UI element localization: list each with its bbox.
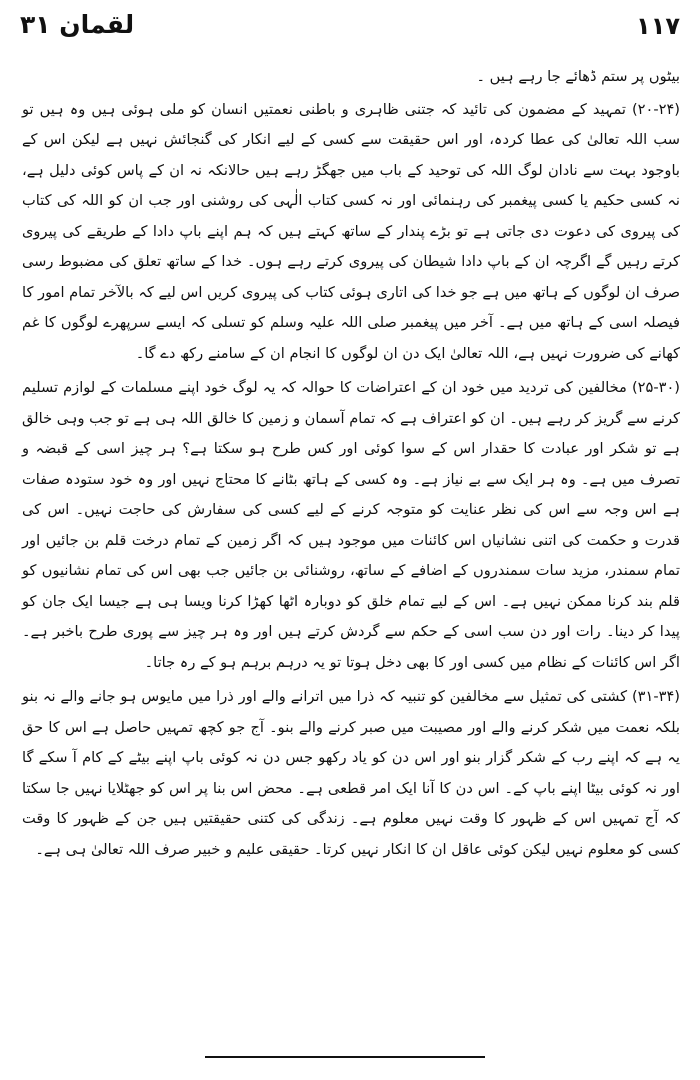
commentary-text <box>22 62 680 869</box>
paragraph-verses-31-34: (۳۱-۳۴) کشتی کی تمثیل سے مخالفین کو تنبیہ کہ ذرا میں اترانے والے اور ذرا میں مایوس ہو جانے والے نہ بنو بلکہ نعمت میں شکر کرنے والے اور مصیبت میں صبر کرنے والے بنو۔ آج جو کچھ تمہیں حاصل ہے اس کا حق یہ ہے کہ اپنے رب کے شکر گزار بنو اور اس دن کو یاد رکھو جس دن نہ کوئی باپ اپنے بیٹے کے کام آ سکے گا اور نہ کوئی بیٹا اپنے باپ کے۔ اس دن کا آنا ایک امر قطعی ہے۔ محض اس بنا پر اس کو جھٹلایا نہیں جا سکتا کہ آج تمہیں اس کے ظہور کا وقت نہیں معلوم ہے۔ زندگی کی کتنی حقیقتیں ہیں جن کے ظہور کا وقت کسی کو معلوم نہیں لیکن کوئی عاقل ان کا انکار نہیں کرتا۔ حقیقی علیم و خبیر صرف اللہ تعالیٰ ہی ہے۔ <box>22 688 680 858</box>
continuation-line: بیٹوں پر ستم ڈھائے جا رہے ہیں ۔ <box>476 68 680 85</box>
page-number: ۱۱۷ <box>636 12 680 40</box>
paragraph-verses-20-24: (۲۰-۲۴) تمہید کے مضمون کی تائید کہ جتنی ظاہری و باطنی نعمتیں انسان کو ملی ہوئی ہیں وہ ہیں تو سب اللہ تعالیٰ کی عطا کردہ، اور اس حقیقت سے کسی کے لیے انکار کی گنجائش نہیں ہے لیکن اس کے باوجود بہت سے نادان لوگ اللہ کی توحید کے باب میں جھگڑ رہے ہیں حالانکہ نہ ان کے پاس کوئی دلیل ہے، نہ کسی حکیم یا کسی پیغمبر کی رہنمائی اور نہ کسی کتاب الٰہی کی روشنی اور جب ان کو اللہ کی کتاب کی پیروی کی دعوت دی جاتی ہے تو بڑے پندار کے ساتھ کہتے ہیں کہ ہم اپنے باپ دادا کے طریقے کی پیروی کرتے رہیں گے اگرچہ ان کے باپ دادا شیطان کی پیروی کرتے رہے ہوں۔ خدا کے ساتھ تعلق کی مضبوط رسی صرف ان لوگوں کے ہاتھ میں ہے جو خدا کی اتاری ہوئی کتاب کی پیروی کریں اس لیے کہ بالآخر تمام امور کا فیصلہ اسی کے ہاتھ میں ہے۔ آخر میں پیغمبر صلی اللہ علیہ وسلم کو تسلی کہ ایسے سرپھرے لوگوں کا غم کھانے کی ضرورت نہیں ہے، اللہ تعالیٰ ایک دن ان لوگوں کا انجام ان کے سامنے رکھ دے گا۔ <box>22 100 680 362</box>
paragraph-verses-25-30: (۲۵-۳۰) مخالفین کی تردید میں خود ان کے اعتراضات کا حوالہ کہ یہ لوگ خود اپنے مسلمات کے لوازم تسلیم کرنے سے گریز کر رہے ہیں۔ ان کو اعتراف ہے کہ تمام آسمان و زمین کا خالق اللہ ہی ہے تو جب وہی خالق ہے تو شکر اور عبادت کا حقدار اس کے سوا کوئی اور کس طرح ہو سکتا ہے؟ ہر چیز اسی کے قبضہ و تصرف میں ہے۔ وہ ہر ایک سے بے نیاز ہے۔ وہ کسی کے ہاتھ بٹانے کا محتاج نہیں اور وہ خود ستودہ صفات ہے اس وجہ سے اس کی نظر عنایت کو متوجہ کرنے کے لیے کسی کی سفارش کی حاجت نہیں۔ اس کی قدرت و حکمت کی اتنی نشانیاں اس کائنات میں موجود ہیں کہ اگر زمین کے تمام درخت قلم بن جائیں اور تمام سمندر، مزید سات سمندروں کے اضافے کے ساتھ، روشنائی بن جائیں جب بھی اس کی تمام نشانیوں کو قلم بند کرنا ممکن نہیں ہے۔ اس کے لیے تمام خلق کو دوبارہ اٹھا کھڑا کرنا ویسا ہی ہے جیسا ایک جان کو پیدا کر دینا۔ رات اور دن سب اسی کے حکم سے گردش کرتے ہیں اور وہ ہر چیز سے پوری طرح باخبر ہے۔ اگر اس کائنات کے نظام میں کسی اور کا بھی دخل ہوتا تو یہ درہم برہم ہو کے رہ جاتا۔ <box>22 379 680 671</box>
page-header <box>20 10 680 46</box>
footer-divider <box>205 1056 485 1058</box>
surah-title: لقمان ۳۱ <box>20 10 135 39</box>
